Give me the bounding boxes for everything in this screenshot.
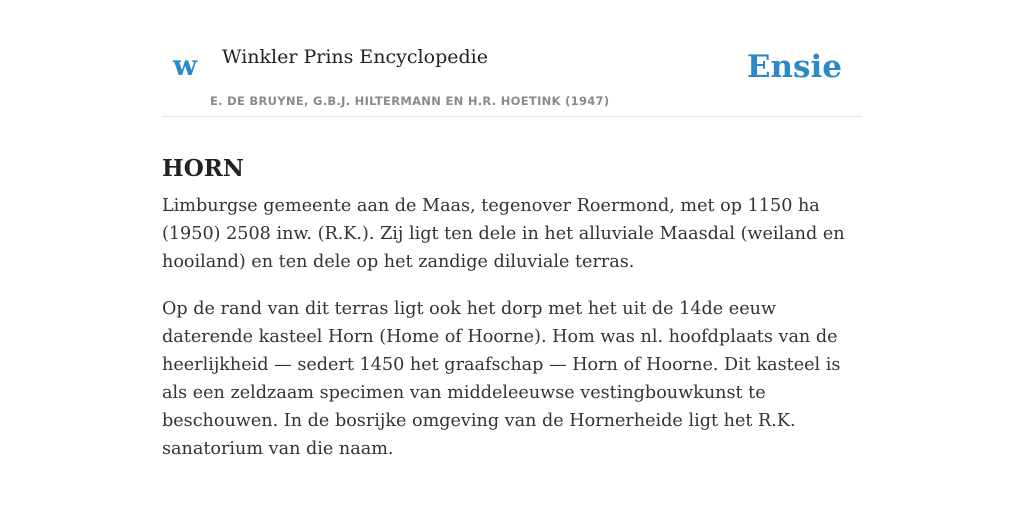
entry-body — [162, 192, 862, 482]
entry-paragraph: Limburgse gemeente aan de Maas, tegenover Roermond, met op 1150 ha (1950) 2508 inw. (R.K.). Zij ligt ten dele in het alluviale Maasdal (weiland en hooiland) en ten dele op het zandige diluviale terras. — [162, 196, 845, 272]
entry-headword: HORN — [162, 155, 244, 183]
ensie-logo-link[interactable]: Ensie — [746, 49, 842, 85]
publication-authors: E. DE BRUYNE, G.B.J. HILTERMANN EN H.R. HOETINK (1947) — [210, 94, 610, 108]
encyclopedia-header — [162, 40, 862, 117]
winkler-prins-logo[interactable]: w — [173, 49, 198, 82]
publication-title-link[interactable]: Winkler Prins Encyclopedie — [222, 46, 488, 68]
entry-paragraph: Op de rand van dit terras ligt ook het dorp met het uit de 14de eeuw daterende kasteel Horn (Home of Hoorne). Hom was nl. hoofdplaats van de heerlijkheid — sedert 1450 het graafschap — Horn of Hoorne. Dit kasteel is als een zeldzaam specimen van middeleeuwse vestingbouwkunst te beschouwen. In de bosrijke omgeving van de Hornerheide ligt het R.K. sanatorium van die naam. — [162, 299, 841, 459]
